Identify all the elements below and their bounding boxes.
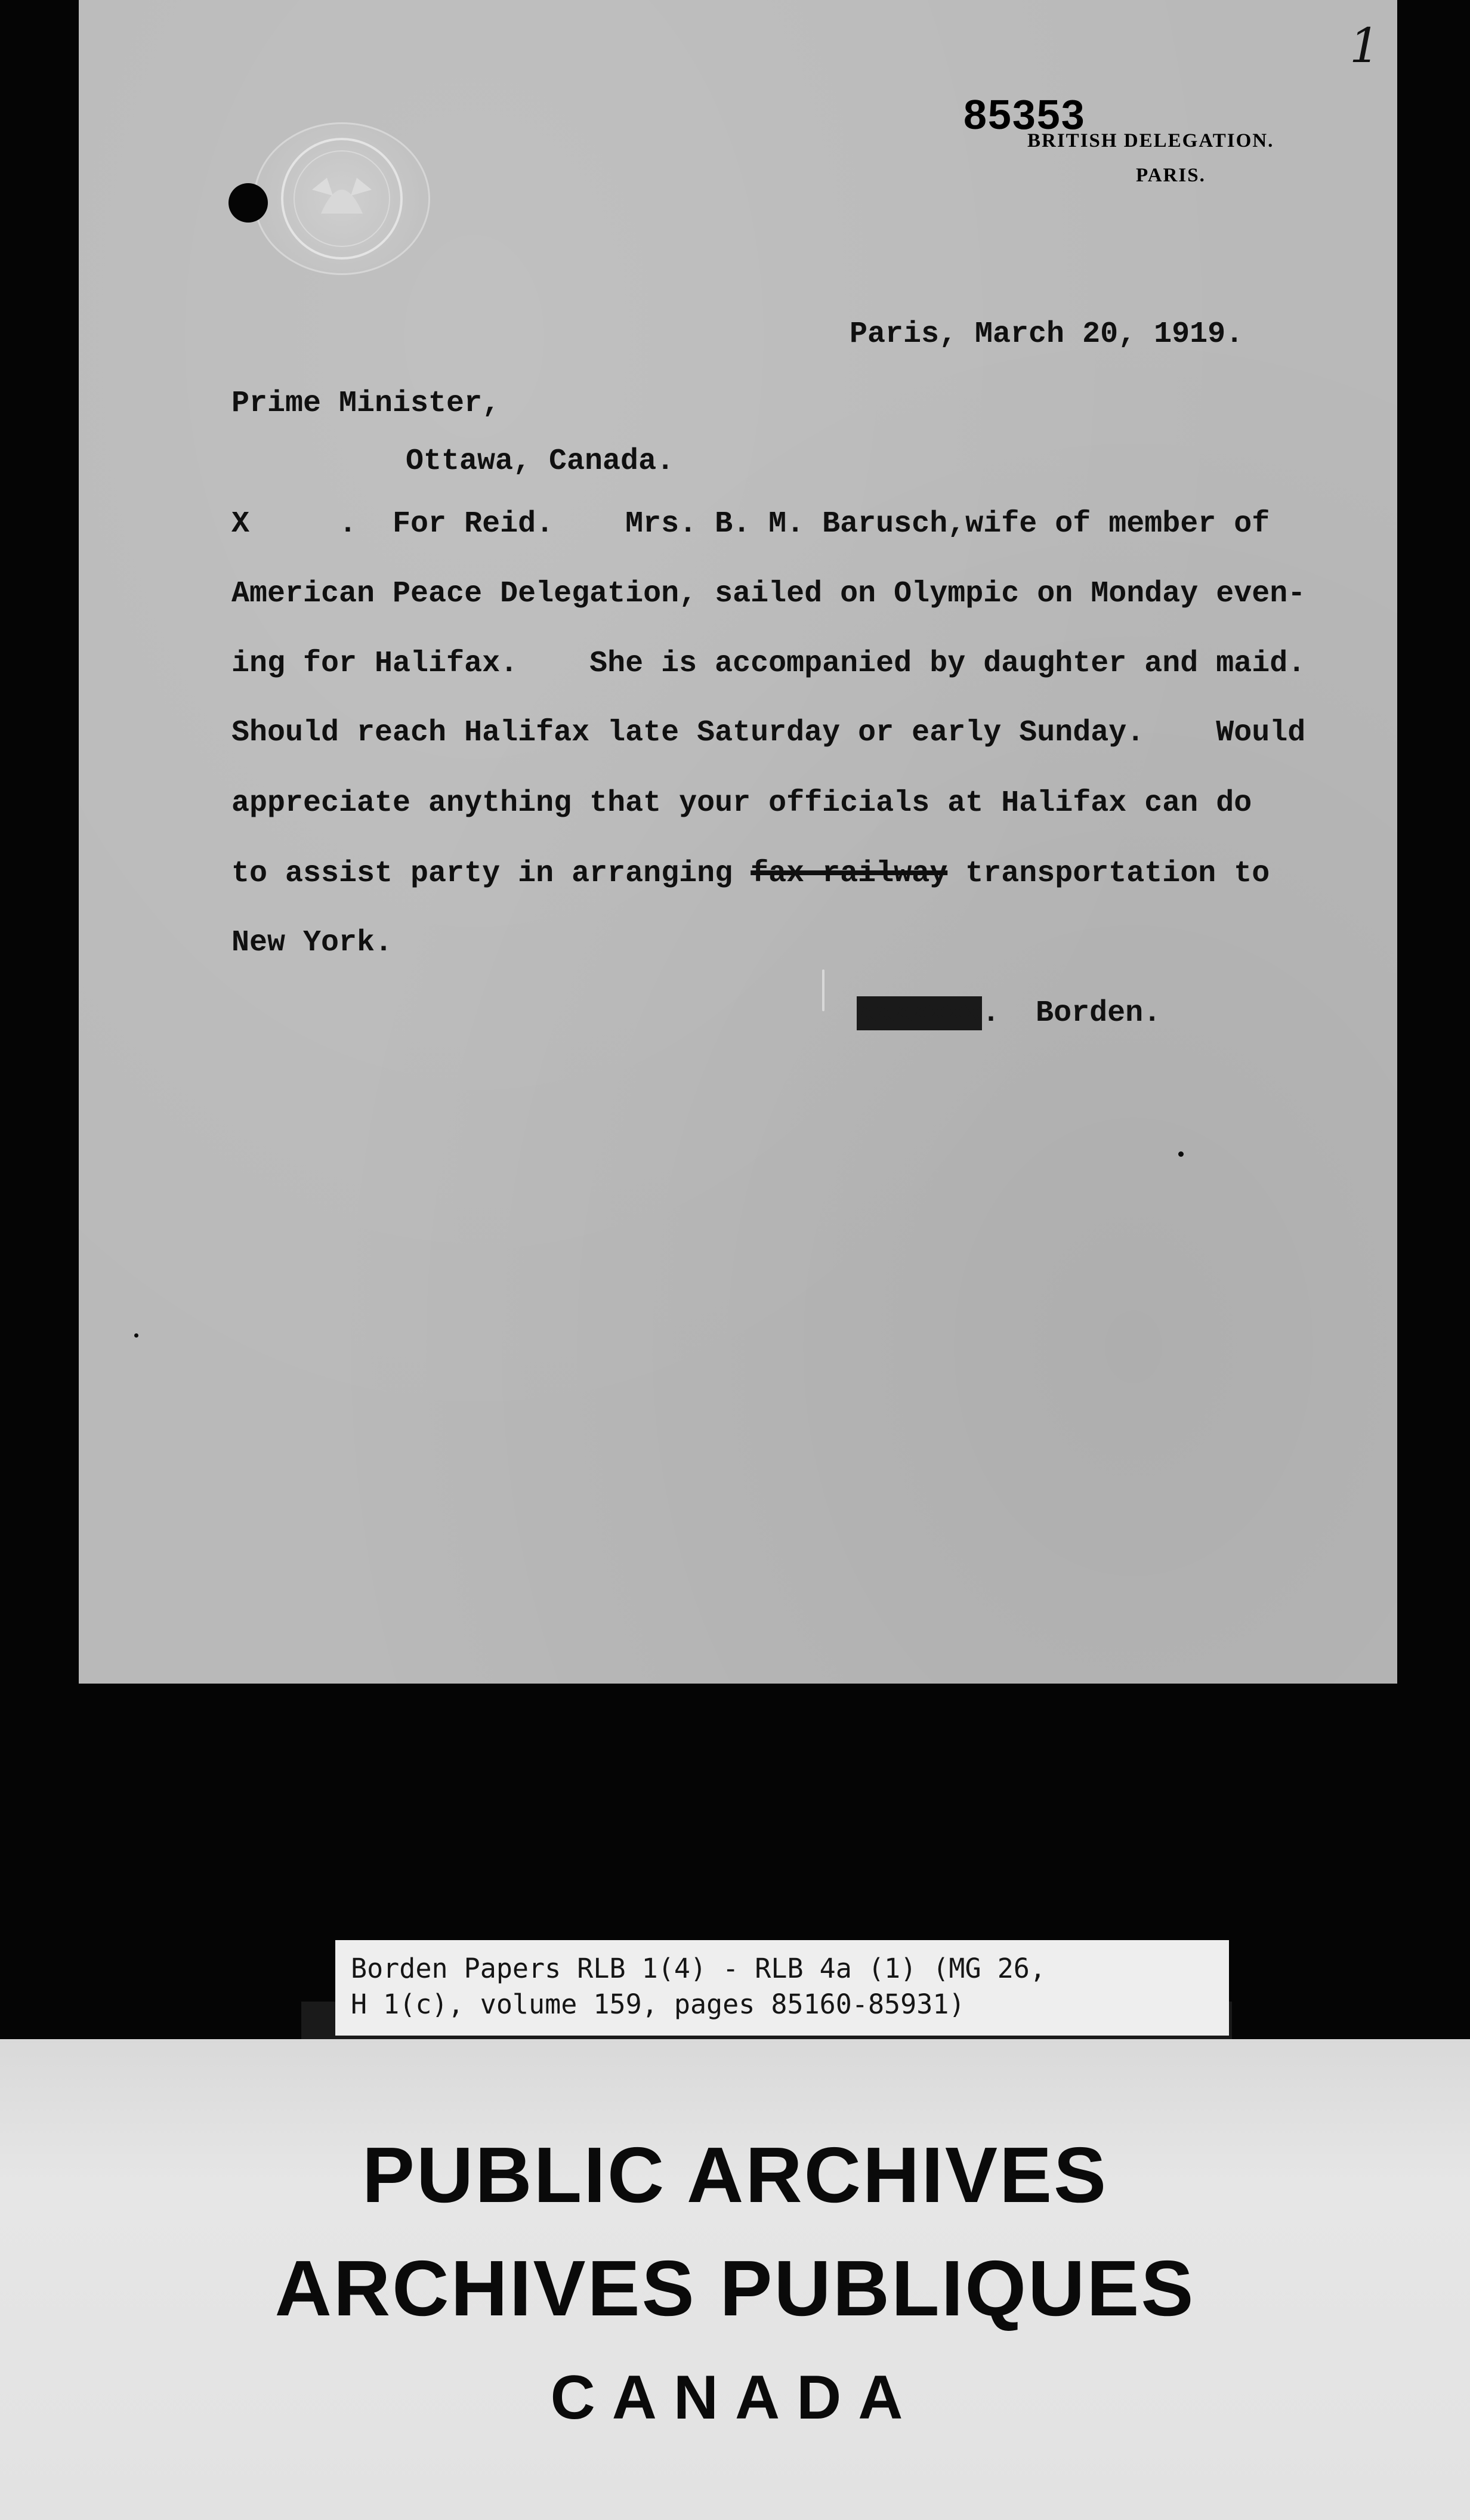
letter-addressee: Prime Minister, [231,387,501,421]
letterhead-city: PARIS. [1136,165,1206,186]
reference-line: H 1(c), volume 159, pages 85160-85931) [351,1988,965,2020]
handwritten-page-number: 1 [1349,18,1380,73]
body-line [231,857,1270,891]
banner-title-french: ARCHIVES PUBLIQUES [274,2244,1196,2332]
archive-reference-label [335,1940,1229,2036]
embossed-seal-icon [254,122,430,275]
punch-hole [228,183,268,223]
document-number: 85353 [963,91,1086,138]
banner-country: CANADA [550,2363,920,2432]
ink-speck [822,969,824,1011]
body-line: Should reach Halifax late Saturday or early Sunday. Would [231,716,1306,750]
body-line: X . For Reid. Mrs. B. M. Barusch,wife of member of [231,507,1270,541]
signature-line [857,996,1161,1030]
struck-out-text: fax railway [751,857,948,891]
signature-name: . Borden. [982,996,1162,1030]
body-line: ing for Halifax. She is accompanied by daughter and maid. [231,647,1306,681]
redacted-signature: xxxxxxx [857,996,983,1030]
reference-line: Borden Papers RLB 1(4) - RLB 4a (1) (MG 26, [351,1953,1046,1984]
body-line: American Peace Delegation, sailed on Olympic on Monday even- [231,577,1306,611]
body-line: appreciate anything that your officials at Halifax can do [231,786,1252,820]
letterhead-delegation: BRITISH DELEGATION. [1027,130,1274,152]
letter-date: Paris, March 20, 1919. [850,317,1244,351]
body-text: to assist party in arranging [231,857,751,891]
ink-speck [1178,1151,1184,1157]
body-text: transportation to [947,857,1270,891]
ink-speck [134,1333,138,1338]
body-line: New York. [231,926,393,960]
banner-title-english: PUBLIC ARCHIVES [362,2131,1108,2219]
letter-address: Ottawa, Canada. [406,444,675,478]
